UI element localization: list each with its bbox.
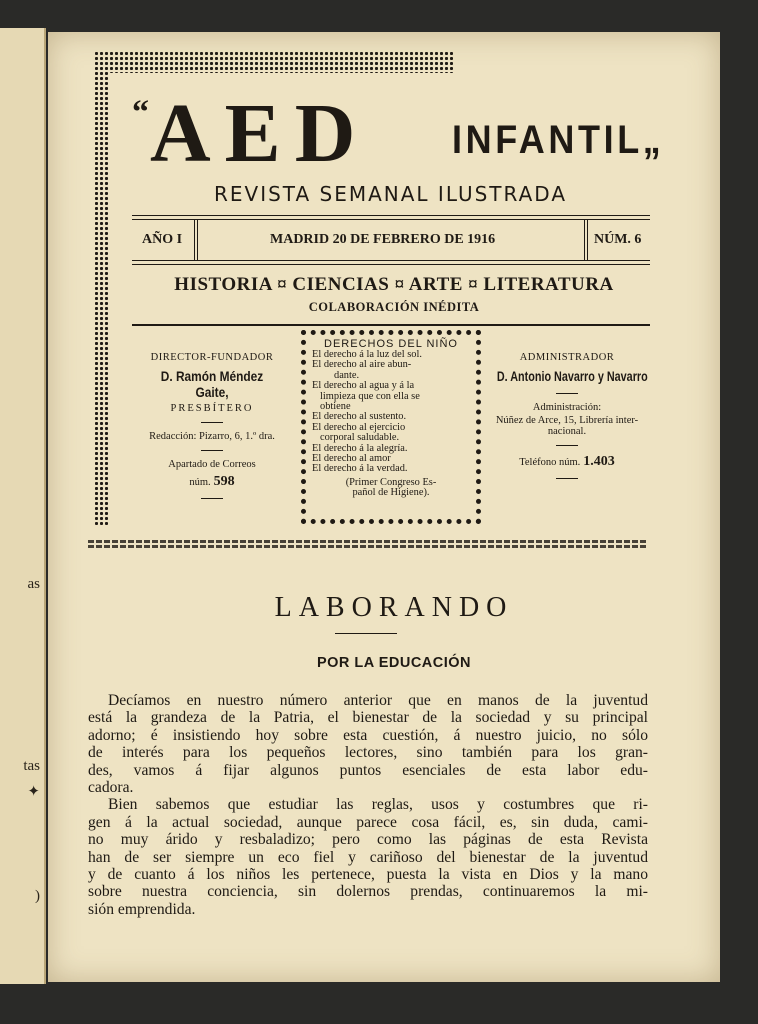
administrator-phone-label: Teléfono núm. xyxy=(519,457,581,468)
article-title: LABORANDO xyxy=(274,592,514,623)
director-column xyxy=(132,352,292,507)
administrator-column xyxy=(478,352,656,487)
masthead-subtitle: REVISTA SEMANAL ILUSTRADA xyxy=(214,182,568,206)
left-page-fragment: ) xyxy=(35,888,40,904)
separator-dash xyxy=(201,498,223,499)
article-line: no muy árido y resbaladizo; pero como las páginas de esta Revista xyxy=(88,831,648,849)
separator-dash xyxy=(556,393,578,394)
rule-divider-right xyxy=(584,219,585,260)
issue-number: NÚM. 6 xyxy=(594,232,642,247)
administrator-address: nacional. xyxy=(547,426,587,437)
article-line: de interés para los pequeños lectores, sino también para los gran- xyxy=(88,744,648,762)
rights-note-line: (Primer Congreso Es- xyxy=(345,476,437,488)
left-page-fragment: as xyxy=(27,576,40,592)
checker-border-top xyxy=(94,51,454,73)
article-line: gen á la actual sociedad, aunque parece cosa fácil, es, sin duda, cami- xyxy=(88,813,648,831)
director-role: DIRECTOR-FUNDADOR xyxy=(150,352,274,363)
article-line: han de ser siempre un eco fiel y cariñoso del bienestar de la juventud xyxy=(88,848,648,866)
rights-item: El derecho á la alegría. xyxy=(312,442,408,454)
rule-bottom-2 xyxy=(132,264,650,265)
title-quote: “ xyxy=(132,94,149,131)
separator-dash xyxy=(556,445,578,446)
rule-top xyxy=(132,215,650,216)
article-line: Bien sabemos que estudiar las reglas, usos y costumbres que ri- xyxy=(108,796,648,814)
issue-place-date: MADRID 20 DE FEBRERO DE 1916 xyxy=(270,232,496,247)
rights-item: limpieza que con ella se xyxy=(320,390,420,402)
rights-note xyxy=(306,478,476,499)
rights-list xyxy=(306,350,476,475)
rule-divider-left xyxy=(194,219,195,260)
article-body xyxy=(88,692,648,918)
article-line: Decíamos en nuestro número anterior que en manos de la juventud xyxy=(108,692,648,709)
article-line: y de cuanto á los niños les pertenece, puesta la vista en Dios y la mano xyxy=(88,866,648,884)
rights-item: El derecho al amor xyxy=(312,453,391,465)
rule-divider-left-2 xyxy=(197,219,198,260)
article-line: cadora. xyxy=(88,779,134,797)
masthead-title: AED xyxy=(150,87,370,180)
topics-line: HISTORIA ¤ CIENCIAS ¤ ARTE ¤ LITERATURA xyxy=(174,274,614,295)
rights-item: El derecho al aire abun- xyxy=(312,359,412,371)
separator-dash xyxy=(201,450,223,451)
article-title-rule xyxy=(335,633,397,634)
separator-dash xyxy=(201,422,223,423)
rights-item: El derecho al ejercicio xyxy=(312,421,406,433)
left-page-edge xyxy=(0,28,46,984)
administrator-admin-label: Administración: xyxy=(532,402,602,413)
left-page-fragment: ✦ xyxy=(27,784,40,800)
article-subtitle: POR LA EDUCACIÓN xyxy=(316,655,472,671)
issue-year: AÑO I xyxy=(142,232,183,247)
ornament-divider-gap xyxy=(88,543,648,545)
article-line: está la grandeza de la Patria, el bienestar de la sociedad y su principal xyxy=(88,709,648,727)
separator-dash xyxy=(556,478,578,479)
rights-item: El derecho al agua y á la xyxy=(312,380,415,392)
rights-item: dante. xyxy=(334,369,360,381)
rule-top-2 xyxy=(132,219,650,220)
director-redaccion: Redacción: Pizarro, 6, 1.º dra. xyxy=(149,431,275,442)
rights-item: El derecho á la luz del sol. xyxy=(312,349,422,360)
masthead-title-suffix: INFANTIL„ xyxy=(452,118,665,162)
rights-title: DERECHOS DEL NIÑO xyxy=(324,338,458,350)
administrator-name: D. Antonio Navarro y Navarro xyxy=(496,369,648,384)
rights-item: El derecho á la verdad. xyxy=(312,463,408,475)
rights-item: obtiene xyxy=(320,401,351,413)
director-apartado-num-label: núm. xyxy=(189,477,211,488)
article-line: des, vamos á fijar algunos puntos esenciales de esta labor edu- xyxy=(88,761,648,779)
magazine-page xyxy=(48,32,720,982)
rule-section xyxy=(132,324,650,326)
director-name: D. Ramón Méndez Gaite, xyxy=(160,368,264,400)
director-apartado-num: 598 xyxy=(213,474,235,489)
director-title: PRESBÍTERO xyxy=(170,403,254,414)
left-page-fragment: tas xyxy=(23,758,40,774)
administrator-address: Núñez de Arce, 15, Librería inter- xyxy=(495,415,639,426)
article-line: adorno; é insistiendo hoy sobre esta cuestión, á nuestro juicio, no sólo xyxy=(88,726,648,744)
rights-item: corporal saludable. xyxy=(320,432,400,444)
collaboration-line: COLABORACIÓN INÉDITA xyxy=(308,300,480,314)
rule-divider-right-2 xyxy=(587,219,588,260)
administrator-role: ADMINISTRADOR xyxy=(519,352,615,363)
rights-item: El derecho al sustento. xyxy=(312,411,407,423)
rights-box xyxy=(301,330,481,524)
checker-border-left xyxy=(94,51,110,527)
administrator-phone: 1.403 xyxy=(583,454,615,469)
article-line: sión emprendida. xyxy=(88,900,196,918)
rule-bottom xyxy=(132,260,650,261)
rights-note-line: pañol de Higiene). xyxy=(352,487,430,499)
article-line: sobre nuestra conciencia, sin dolernos prendas, continuaremos la mi- xyxy=(88,883,648,901)
director-apartado-label: Apartado de Correos xyxy=(168,459,256,470)
